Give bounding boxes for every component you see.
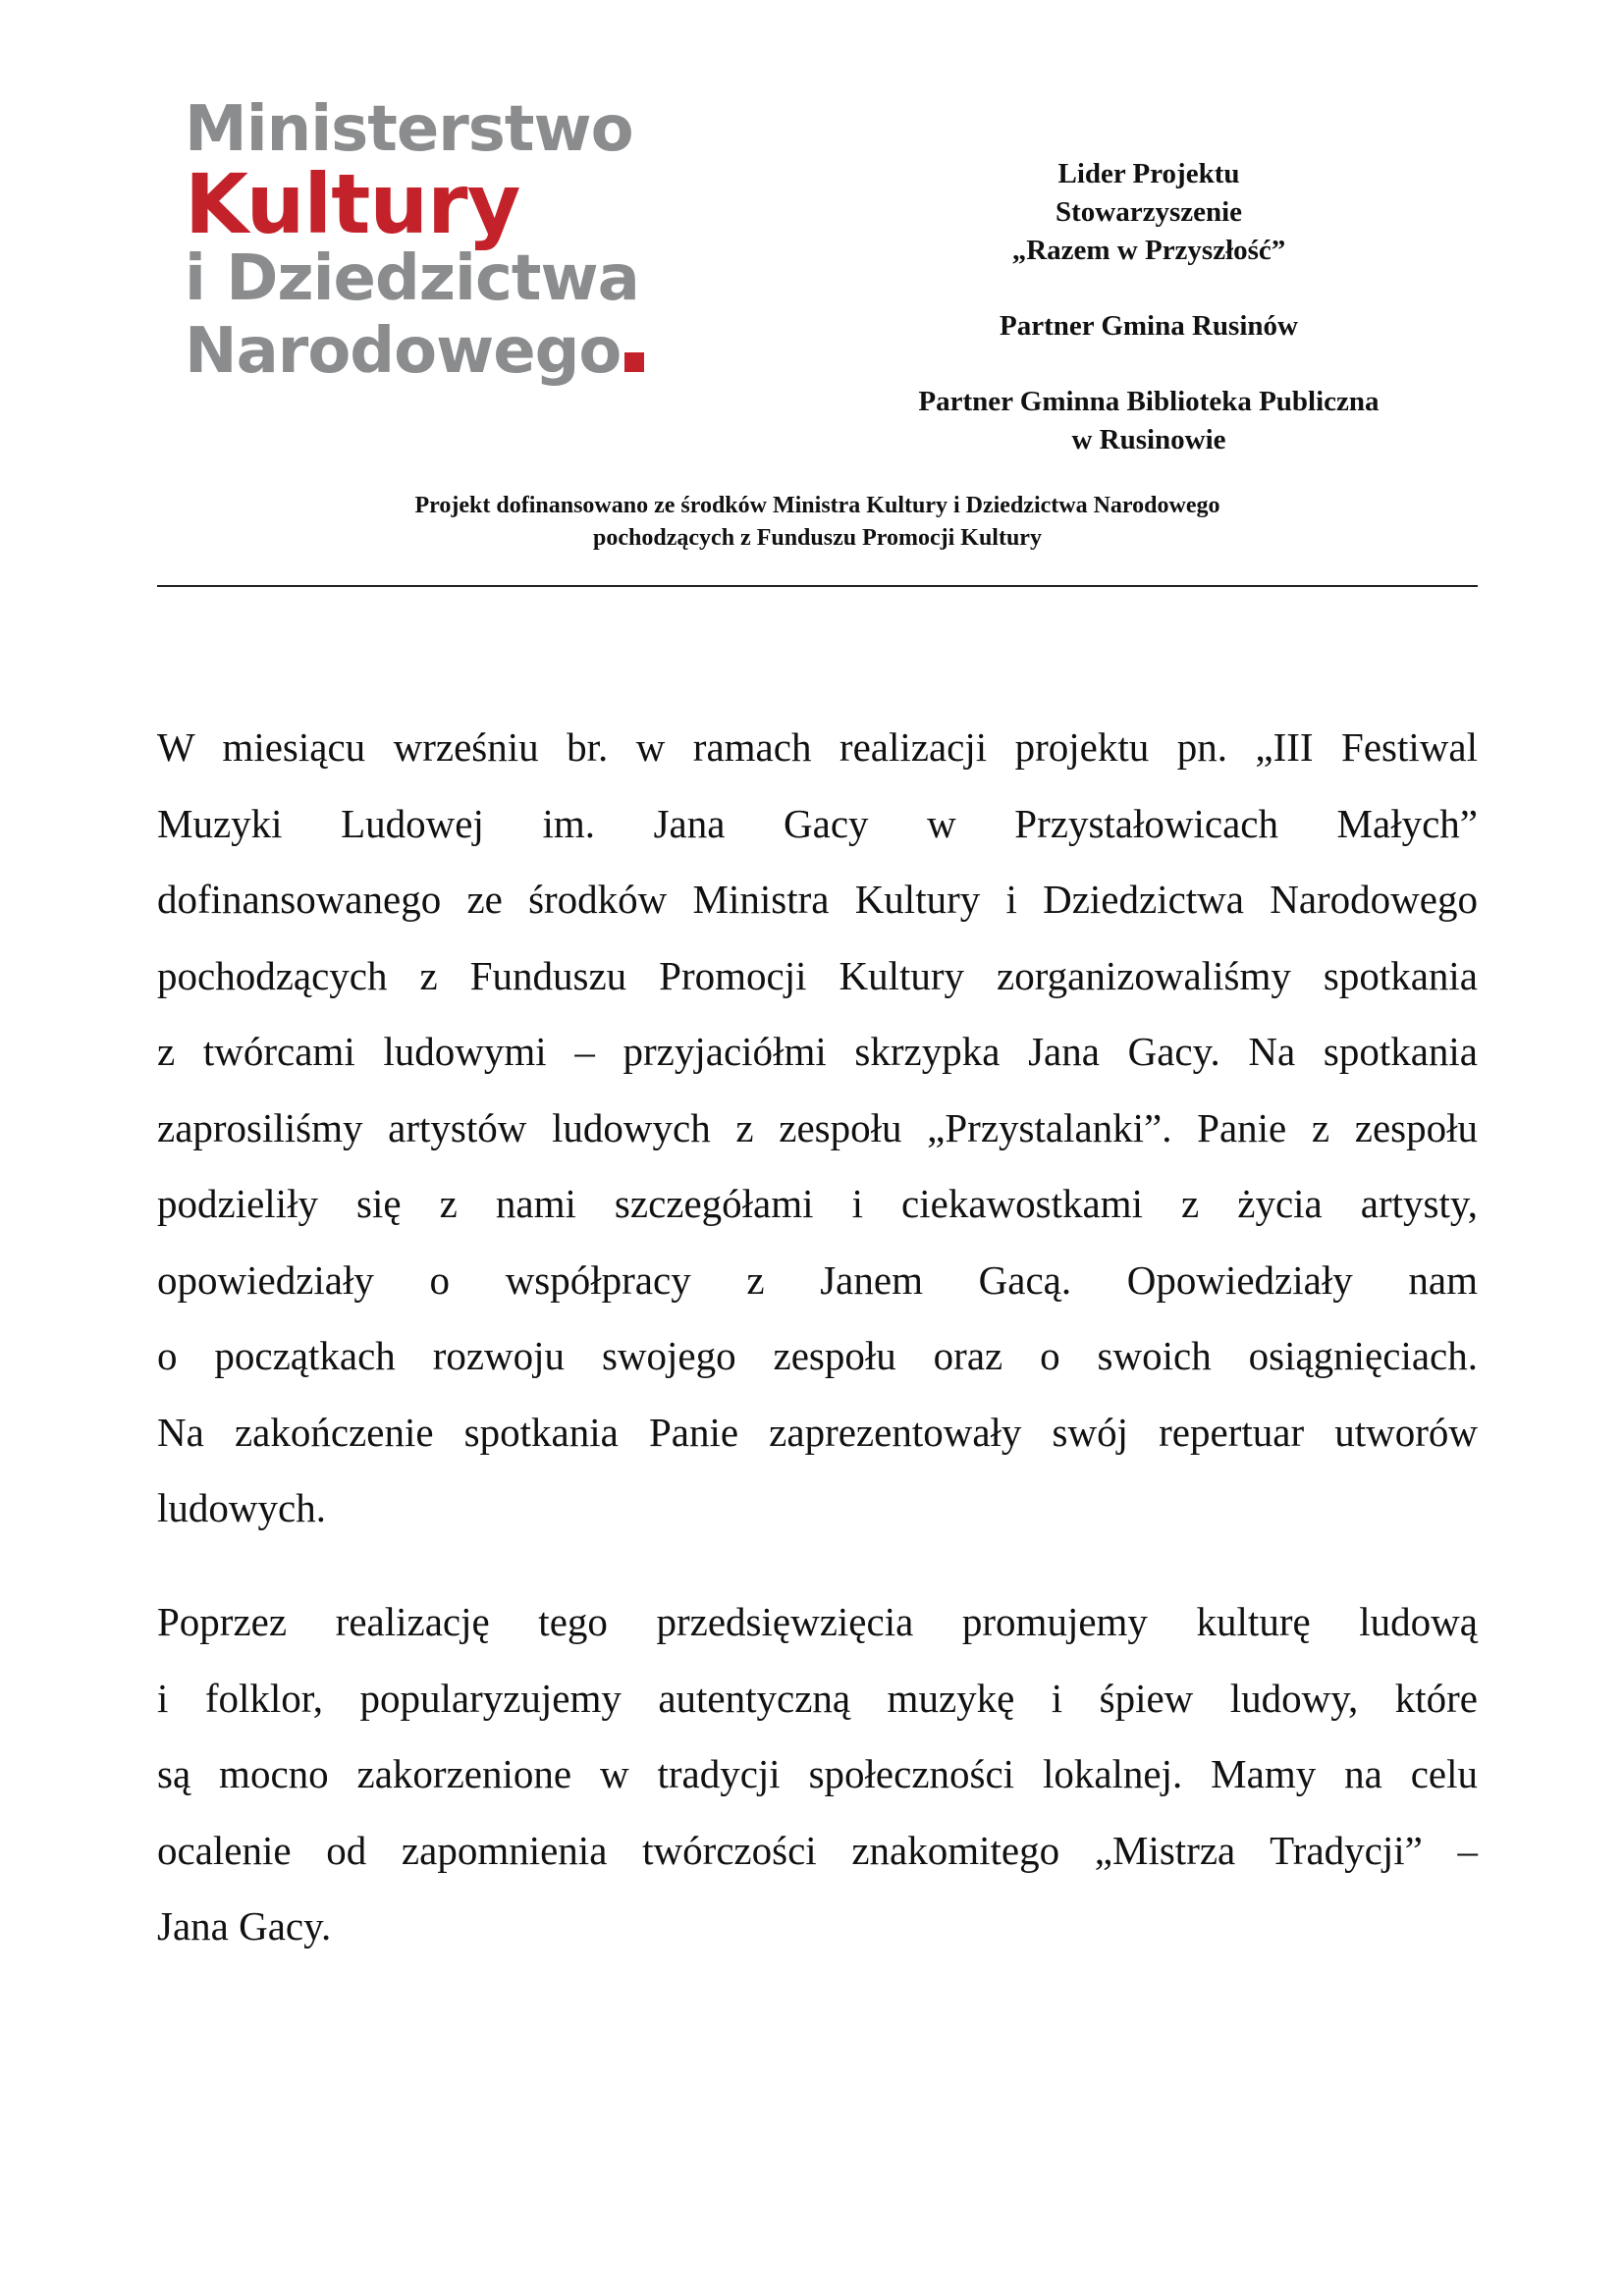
logo-line-narodowego-text: Narodowego bbox=[185, 315, 622, 388]
paragraph-line: podzieliły się z nami szczegółami i ciekawostkami z życia artysty, bbox=[157, 1181, 1478, 1226]
paragraph-line: z twórcami ludowymi – przyjaciółmi skrzypka Jana Gacy. Na spotkania bbox=[157, 1029, 1478, 1074]
leader-label: Lider Projektu bbox=[1057, 158, 1240, 189]
paragraph-line: pochodzących z Funduszu Promocji Kultury zorganizowaliśmy spotkania bbox=[157, 952, 1478, 998]
partners-block bbox=[854, 155, 1443, 459]
partners-spacer bbox=[854, 346, 1443, 383]
paragraph-line: Muzyki Ludowej im. Jana Gacy w Przystałowicach Małych” bbox=[157, 800, 1478, 846]
logo-line-ministerstwo: Ministerstwo bbox=[185, 93, 633, 166]
funding-line-2: pochodzących z Funduszu Promocji Kultury bbox=[593, 525, 1042, 551]
paragraph-line: ocalenie od zapomnienia twórczości znakomitego „Mistrza Tradycji” – bbox=[157, 1827, 1478, 1873]
paragraph-line: zaprosiliśmy artystów ludowych z zespołu „Przystalanki”. Panie z zespołu bbox=[157, 1104, 1478, 1150]
paragraph-line: Jana Gacy. bbox=[157, 1903, 332, 1949]
funding-line-1: Projekt dofinansowano ze środków Ministra Kultury i Dziedzictwa Narodowego bbox=[414, 493, 1220, 518]
paragraph-line: Poprzez realizację tego przedsięwzięcia promujemy kulturę ludową bbox=[157, 1599, 1478, 1644]
partners-spacer bbox=[854, 270, 1443, 307]
paragraph-line: dofinansowanego ze środków Ministra Kultury i Dziedzictwa Narodowego bbox=[157, 877, 1478, 922]
paragraph-line: ludowych. bbox=[157, 1485, 326, 1530]
header-divider bbox=[157, 585, 1478, 587]
ministry-logo bbox=[185, 93, 705, 391]
paragraph-line: W miesiącu wrześniu br. w ramach realizacji projektu pn. „III Festiwal bbox=[157, 724, 1478, 770]
paragraph-line: o początkach rozwoju swojego zespołu oraz o swoich osiągnięciach. bbox=[157, 1333, 1478, 1378]
paragraph-2 bbox=[157, 1584, 1478, 1965]
paragraph-1 bbox=[157, 710, 1478, 1547]
partner-gmina: Partner Gmina Rusinów bbox=[1000, 310, 1298, 342]
logo-line-kultury: Kultury bbox=[185, 156, 520, 252]
leader-name-line-1: Stowarzyszenie bbox=[1055, 196, 1243, 228]
funding-note bbox=[157, 490, 1478, 555]
partner-library-line-2: w Rusinowie bbox=[1071, 424, 1226, 455]
paragraph-line: Na zakończenie spotkania Panie zaprezentowały swój repertuar utworów bbox=[157, 1409, 1478, 1455]
partner-library-line-1: Partner Gminna Biblioteka Publiczna bbox=[918, 386, 1380, 417]
paragraph-line: opowiedziały o współpracy z Janem Gacą. Opowiedziały nam bbox=[157, 1256, 1478, 1303]
leader-name-line-2: „Razem w Przyszłość” bbox=[1011, 235, 1286, 266]
logo-line-narodowego bbox=[185, 315, 705, 391]
paragraph-line: i folklor, popularyzujemy autentyczną muzykę i śpiew ludowy, które bbox=[157, 1675, 1478, 1721]
logo-dot-icon bbox=[624, 352, 644, 372]
paragraph-line: są mocno zakorzenione w tradycji społeczności lokalnej. Mamy na celu bbox=[157, 1751, 1478, 1796]
logo-line-dziedzictwa: i Dziedzictwa bbox=[185, 242, 639, 315]
